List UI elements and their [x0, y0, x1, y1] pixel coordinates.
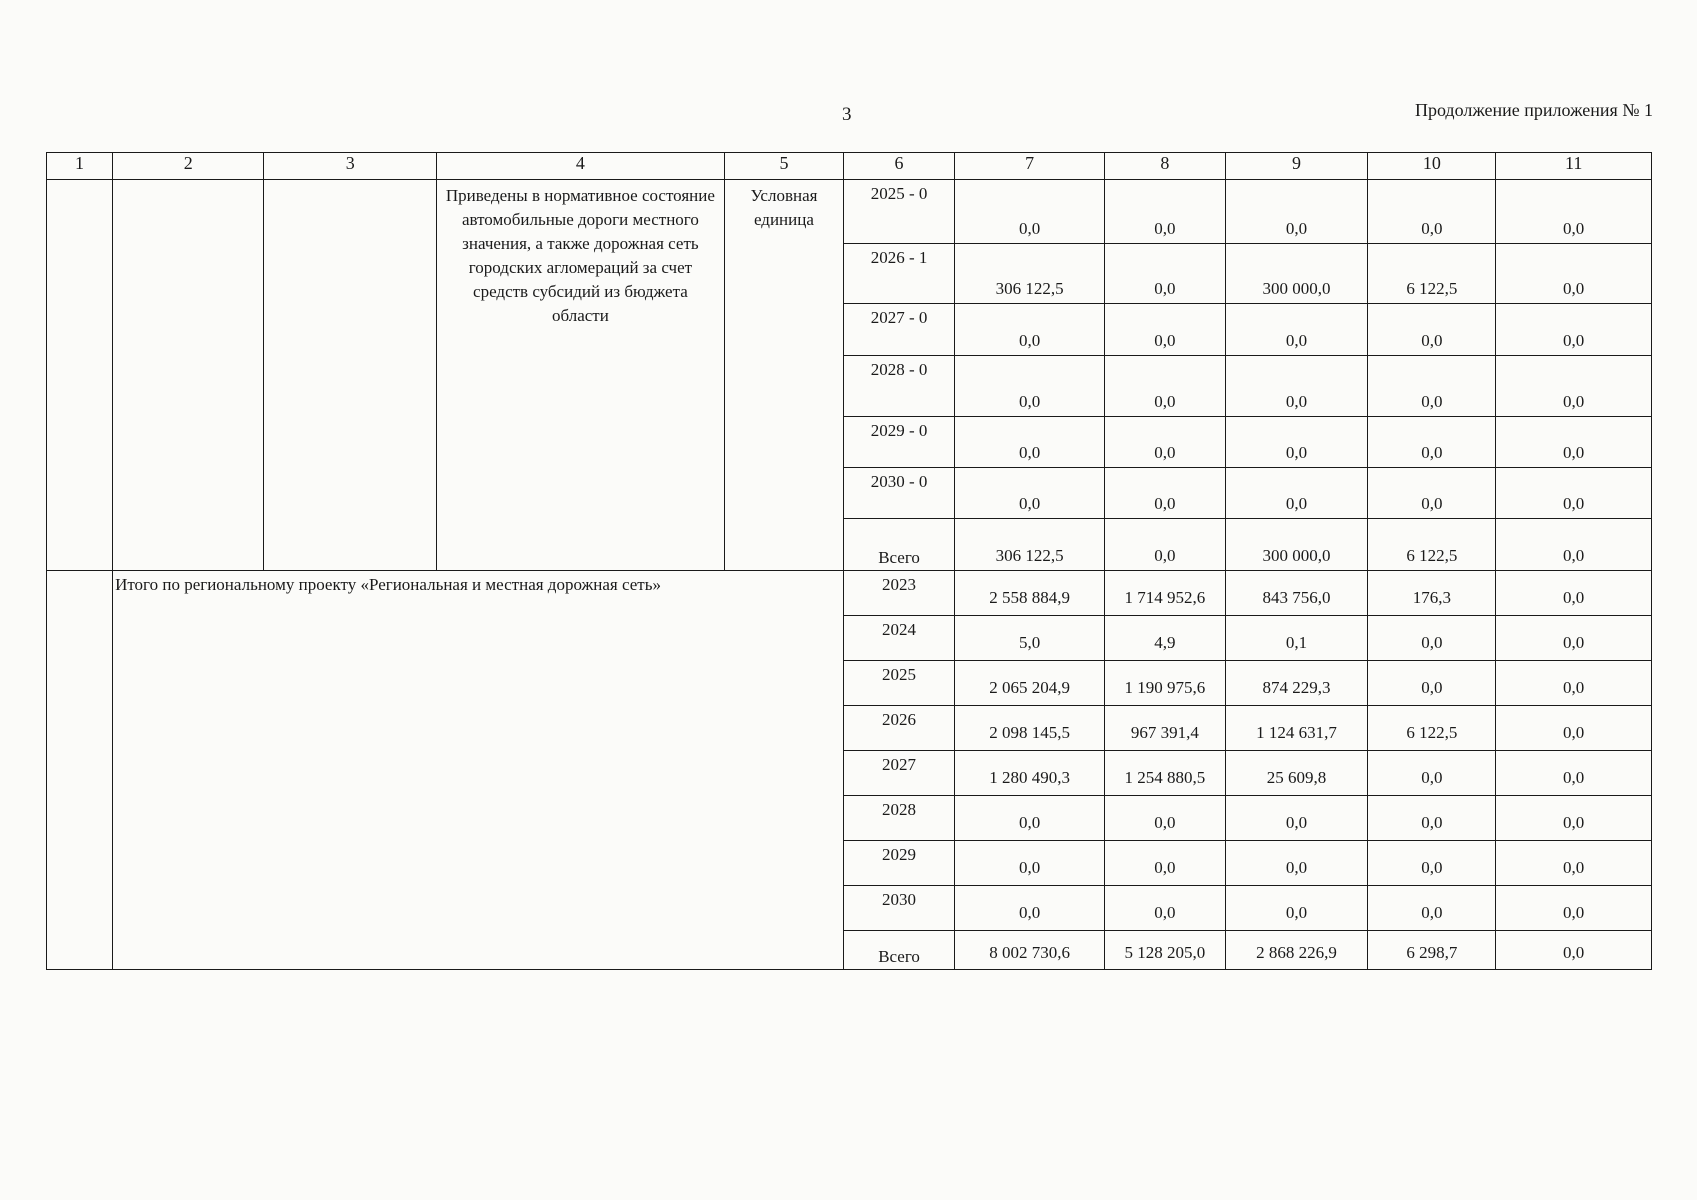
period-cell: 2028 — [844, 796, 955, 841]
value-cell: 0,0 — [1496, 796, 1652, 841]
period-cell: 2025 — [844, 661, 955, 706]
project-total-label: Итого по региональному проекту «Региональная и местная дорожная сеть» — [113, 571, 844, 970]
column-header: 7 — [954, 153, 1104, 180]
period-cell: 2030 — [844, 886, 955, 931]
value-cell: 0,0 — [954, 304, 1104, 356]
period-cell: 2026 - 1 — [844, 244, 955, 304]
value-cell: 0,0 — [1496, 616, 1652, 661]
period-cell: 2030 - 0 — [844, 468, 955, 519]
column-header: 3 — [264, 153, 437, 180]
column-header: 1 — [47, 153, 113, 180]
value-cell: 0,0 — [1496, 519, 1652, 571]
value-cell: 0,0 — [1368, 468, 1496, 519]
value-cell: 2 558 884,9 — [954, 571, 1104, 616]
value-cell: 0,0 — [1225, 304, 1368, 356]
value-cell: 6 122,5 — [1368, 244, 1496, 304]
value-cell: 0,0 — [1105, 886, 1225, 931]
value-cell: 0,0 — [954, 417, 1104, 468]
value-cell: 1 190 975,6 — [1105, 661, 1225, 706]
result-description: Приведены в нормативное состояние автомобильные дороги местного значения, а также дорожная сеть городских агломераций за счет средств субсидий из бюджета области — [437, 180, 725, 571]
value-cell: 0,0 — [954, 180, 1104, 244]
value-cell: 306 122,5 — [954, 244, 1104, 304]
column-header: 6 — [844, 153, 955, 180]
period-cell: 2025 - 0 — [844, 180, 955, 244]
value-cell: 0,0 — [1496, 571, 1652, 616]
value-cell: 5 128 205,0 — [1105, 931, 1225, 970]
value-cell: 0,0 — [1368, 417, 1496, 468]
cell-col2 — [113, 180, 264, 571]
cell-col1 — [47, 180, 113, 571]
column-header: 4 — [437, 153, 725, 180]
period-cell: 2028 - 0 — [844, 356, 955, 417]
value-cell: 0,0 — [954, 886, 1104, 931]
value-cell: 8 002 730,6 — [954, 931, 1104, 970]
column-header: 5 — [724, 153, 843, 180]
value-cell: 0,0 — [1105, 519, 1225, 571]
value-cell: 1 124 631,7 — [1225, 706, 1368, 751]
value-cell: 2 065 204,9 — [954, 661, 1104, 706]
value-cell: 0,0 — [1496, 417, 1652, 468]
value-cell: 0,0 — [1105, 304, 1225, 356]
value-cell: 6 122,5 — [1368, 519, 1496, 571]
value-cell: 0,0 — [1105, 468, 1225, 519]
value-cell: 0,0 — [954, 468, 1104, 519]
value-cell: 0,0 — [1225, 180, 1368, 244]
column-header: 10 — [1368, 153, 1496, 180]
value-cell: 0,0 — [1496, 304, 1652, 356]
value-cell: 2 868 226,9 — [1225, 931, 1368, 970]
value-cell: 0,0 — [1496, 841, 1652, 886]
budget-table — [46, 152, 1652, 970]
value-cell: 300 000,0 — [1225, 244, 1368, 304]
value-cell: 2 098 145,5 — [954, 706, 1104, 751]
value-cell: 25 609,8 — [1225, 751, 1368, 796]
column-number-row — [47, 153, 1652, 180]
value-cell: 967 391,4 — [1105, 706, 1225, 751]
value-cell: 0,0 — [1496, 180, 1652, 244]
value-cell: 0,1 — [1225, 616, 1368, 661]
column-header: 11 — [1496, 153, 1652, 180]
value-cell: 843 756,0 — [1225, 571, 1368, 616]
value-cell: 6 298,7 — [1368, 931, 1496, 970]
value-cell: 0,0 — [1496, 661, 1652, 706]
value-cell: 0,0 — [954, 796, 1104, 841]
period-cell: 2029 - 0 — [844, 417, 955, 468]
value-cell: 300 000,0 — [1225, 519, 1368, 571]
value-cell: 0,0 — [1496, 886, 1652, 931]
value-cell: 4,9 — [1105, 616, 1225, 661]
value-cell: 0,0 — [1496, 931, 1652, 970]
appendix-note: Продолжение приложения № 1 — [1414, 100, 1653, 120]
value-cell: 0,0 — [1105, 356, 1225, 417]
table-row — [47, 180, 1652, 244]
value-cell: 0,0 — [1368, 180, 1496, 244]
value-cell: 0,0 — [954, 356, 1104, 417]
period-cell: 2027 - 0 — [844, 304, 955, 356]
value-cell: 0,0 — [1105, 244, 1225, 304]
column-header: 8 — [1105, 153, 1225, 180]
value-cell: 0,0 — [1105, 796, 1225, 841]
value-cell: 1 280 490,3 — [954, 751, 1104, 796]
value-cell: 0,0 — [1368, 886, 1496, 931]
value-cell: 176,3 — [1368, 571, 1496, 616]
value-cell: 0,0 — [1496, 244, 1652, 304]
value-cell: 0,0 — [1105, 180, 1225, 244]
value-cell: 306 122,5 — [954, 519, 1104, 571]
value-cell: 0,0 — [954, 841, 1104, 886]
column-header: 2 — [113, 153, 264, 180]
value-cell: 0,0 — [1105, 841, 1225, 886]
value-cell: 0,0 — [1496, 356, 1652, 417]
value-cell: 1 714 952,6 — [1105, 571, 1225, 616]
value-cell: 0,0 — [1225, 841, 1368, 886]
value-cell: 0,0 — [1368, 751, 1496, 796]
period-cell: 2024 — [844, 616, 955, 661]
value-cell: 0,0 — [1105, 417, 1225, 468]
cell-col1 — [47, 571, 113, 970]
value-cell: 6 122,5 — [1368, 706, 1496, 751]
value-cell: 1 254 880,5 — [1105, 751, 1225, 796]
table-row — [47, 571, 1652, 616]
period-cell: 2023 — [844, 571, 955, 616]
period-cell: Всего — [844, 931, 955, 970]
value-cell: 0,0 — [1368, 616, 1496, 661]
value-cell: 0,0 — [1368, 304, 1496, 356]
period-cell: 2027 — [844, 751, 955, 796]
value-cell: 0,0 — [1225, 356, 1368, 417]
period-cell: 2029 — [844, 841, 955, 886]
value-cell: 0,0 — [1368, 796, 1496, 841]
value-cell: 0,0 — [1496, 751, 1652, 796]
value-cell: 0,0 — [1496, 468, 1652, 519]
value-cell: 0,0 — [1225, 796, 1368, 841]
value-cell: 0,0 — [1368, 661, 1496, 706]
unit-of-measure: Условная единица — [724, 180, 843, 571]
value-cell: 0,0 — [1368, 841, 1496, 886]
column-header: 9 — [1225, 153, 1368, 180]
value-cell: 0,0 — [1496, 706, 1652, 751]
value-cell: 5,0 — [954, 616, 1104, 661]
period-cell: Всего — [844, 519, 955, 571]
cell-col3 — [264, 180, 437, 571]
value-cell: 874 229,3 — [1225, 661, 1368, 706]
value-cell: 0,0 — [1225, 468, 1368, 519]
page-number: 3 — [842, 104, 852, 125]
value-cell: 0,0 — [1225, 886, 1368, 931]
value-cell: 0,0 — [1368, 356, 1496, 417]
period-cell: 2026 — [844, 706, 955, 751]
value-cell: 0,0 — [1225, 417, 1368, 468]
